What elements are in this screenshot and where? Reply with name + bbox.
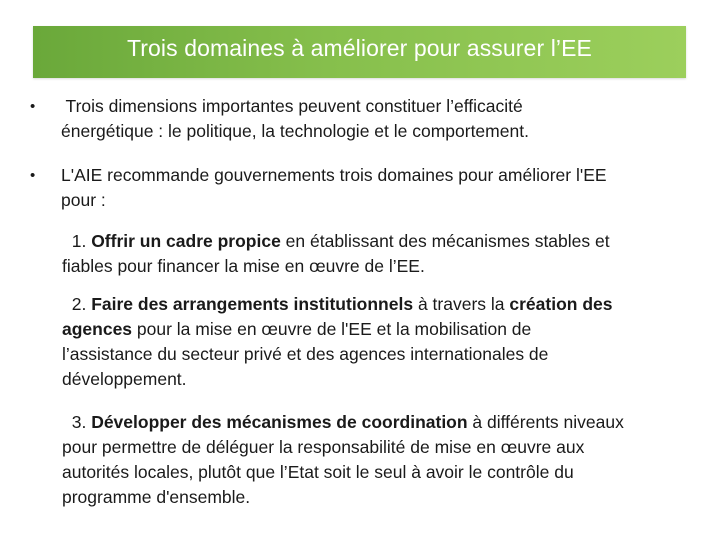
item-1-number: 1. — [62, 231, 92, 251]
bullet-2-text — [61, 163, 607, 213]
item-2-line-2-bold: agences — [62, 319, 133, 339]
bullet-1-line-1: Trois dimensions importantes peuvent constituer l’efficacité — [61, 96, 523, 116]
bullet-1-text — [61, 94, 529, 144]
bullet-2-line-1: L'AIE recommande gouvernements trois domaines pour améliorer l'EE — [61, 165, 607, 185]
slide-title: Trois domaines à améliorer pour assurer l’EE — [126, 35, 592, 61]
item-2-line-1-mid: à travers la — [413, 294, 510, 314]
item-1-line-2: fiables pour financer la mise en œuvre de l’EE. — [62, 256, 425, 276]
item-3-line-1-rest: à différents niveaux — [467, 412, 624, 432]
item-2-bold-2: création des — [509, 294, 613, 314]
title-banner — [33, 26, 686, 78]
item-2-bold: Faire des arrangements institutionnels — [91, 294, 414, 314]
item-1-bold: Offrir un cadre propice — [91, 231, 281, 251]
bullet-2-line-2: pour : — [61, 190, 106, 210]
bullet-marker: • — [30, 98, 36, 115]
item-2-line-3: l’assistance du secteur privé et des agences internationales de — [62, 344, 549, 364]
numbered-item-1 — [62, 229, 610, 279]
item-3-line-4: programme d'ensemble. — [62, 487, 251, 507]
item-3-number: 3. — [62, 412, 92, 432]
item-2-line-2-rest: pour la mise en œuvre de l'EE et la mobilisation de — [132, 319, 532, 339]
bullet-1-line-2: énergétique : le politique, la technologie et le comportement. — [61, 121, 529, 141]
item-2-line-4: développement. — [62, 369, 187, 389]
bullet-marker: • — [30, 167, 36, 184]
item-3-line-3: autorités locales, plutôt que l’Etat soit le seul à avoir le contrôle du — [62, 462, 574, 482]
item-2-number: 2. — [62, 294, 92, 314]
item-1-line-1-rest: en établissant des mécanismes stables et — [280, 231, 610, 251]
numbered-item-2 — [62, 292, 612, 392]
item-3-line-2: pour permettre de déléguer la responsabilité de mise en œuvre aux — [62, 437, 585, 457]
numbered-item-3 — [62, 410, 624, 510]
item-3-bold: Développer des mécanismes de coordination — [91, 412, 468, 432]
